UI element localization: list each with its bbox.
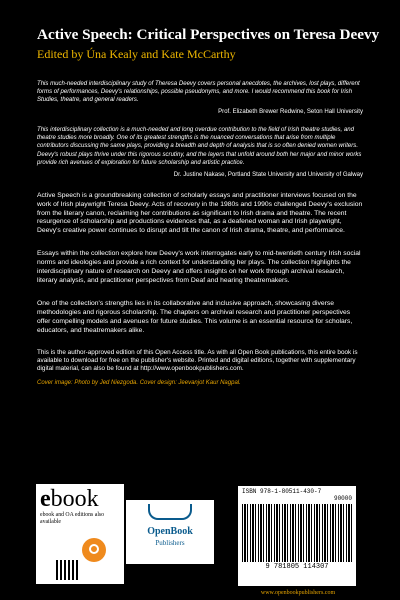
barcode (242, 504, 352, 562)
endorsement-attribution-2: Dr. Justine Nakase, Portland State University and University of Galway (173, 171, 363, 178)
ebook-caption: ebook and OA editions also available (40, 512, 105, 525)
description-paragraph-2: Essays within the collection explore how Deevy's work interrogates early to mid-twentieth century Irish social norms and ideologies and provide a rich context for understanding her plays. The collection highlights the interdisciplinary nature of research on Deevy and offers insights on her work through archival research, literary analysis, and practitioner perspectives from Deaf and hearing theatremakers. (37, 250, 361, 284)
isbn-barcode-block (238, 486, 356, 586)
cover-credits: Cover image: Photo by Jed Niezgoda. Cover design: Jeevanjot Kaur Nagpal. (37, 379, 241, 386)
isbn-line: ISBN 978-1-80511-430-7 (242, 488, 322, 495)
editors-line: Edited by Úna Kealy and Kate McCarthy (37, 47, 236, 61)
endorsement-quote-1: This much-needed interdisciplinary study of Theresa Deevy covers personal anecdotes, the archives, lost plays, different forms of performances, Deevy's relationships, possible pseudonyms, and more. I would recommend this book for Irish Studies, theatre, and general readers. (37, 81, 360, 104)
endorsement-quote-2: This interdisciplinary collection is a much-needed and long overdue contribution to the field of Irish theatre studies, and theatre studies more broadly. One of its greatest strengths is the nuanced conversations that arise from multiple contributors discussing the same plays, providing a breadth and depth of analysis that is so often denied women writers. Deevy's robust plays thrive under this rigorous scrutiny, and the layers that unfold around both her major and minor works provide rich avenues of exploration for future scholarship and artistic practice. (37, 127, 362, 166)
open-book-icon (148, 504, 192, 520)
publisher-logo (126, 500, 214, 564)
publisher-name: OpenBook (147, 526, 193, 537)
isbn-price-code: 90000 (333, 495, 352, 502)
ebook-logo: ebook (40, 486, 99, 512)
description-paragraph-1: Active Speech is a groundbreaking collection of scholarly essays and practitioner interviews focused on the work of Irish playwright Teresa Deevy. Acts of recovery in the 1980s and 1990s challenged Deevy's exclusion from the literary canon, reclaiming her contributions as significant to Irish drama and theatre. The recent resurgence of scholarship and productions evidences that, as a deafened woman and Irish playwright, Deevy's creative power continues to disrupt and tilt the canon of Irish drama, theatre, and performance. (37, 191, 363, 235)
open-access-icon (82, 538, 106, 562)
qr-code-icon (56, 560, 80, 580)
bottom-strip (0, 484, 400, 600)
endorsement-attribution-1: Prof. Elizabeth Brewer Redwine, Seton Hall University (218, 109, 363, 116)
description-paragraph-3: One of the collection's strengths lies in its collaborative and inclusive approach, showcasing diverse methodologies and rigorous scholarship. The chapters on archival research and practitioner perspectives offer compelling models and avenues for future studies. This volume is an essential resource for scholars, educators, and theatremakers alike. (37, 299, 353, 334)
publisher-url: www.openbookpublishers.com (260, 590, 336, 596)
open-access-note: This is the author-approved edition of this Open Access title. As with all Open Book publications, this entire book is available to download for free on the publisher's website. Printed and digital editions, together with supplementary digital material, can also be found at http://www.openbookpublishers.com. (37, 348, 358, 373)
publisher-sub: Publishers (155, 539, 185, 547)
book-title: Active Speech: Critical Perspectives on Teresa Deevy (37, 26, 380, 43)
ebook-badge (36, 484, 124, 584)
isbn-number: 9 781805 114307 (265, 563, 329, 571)
